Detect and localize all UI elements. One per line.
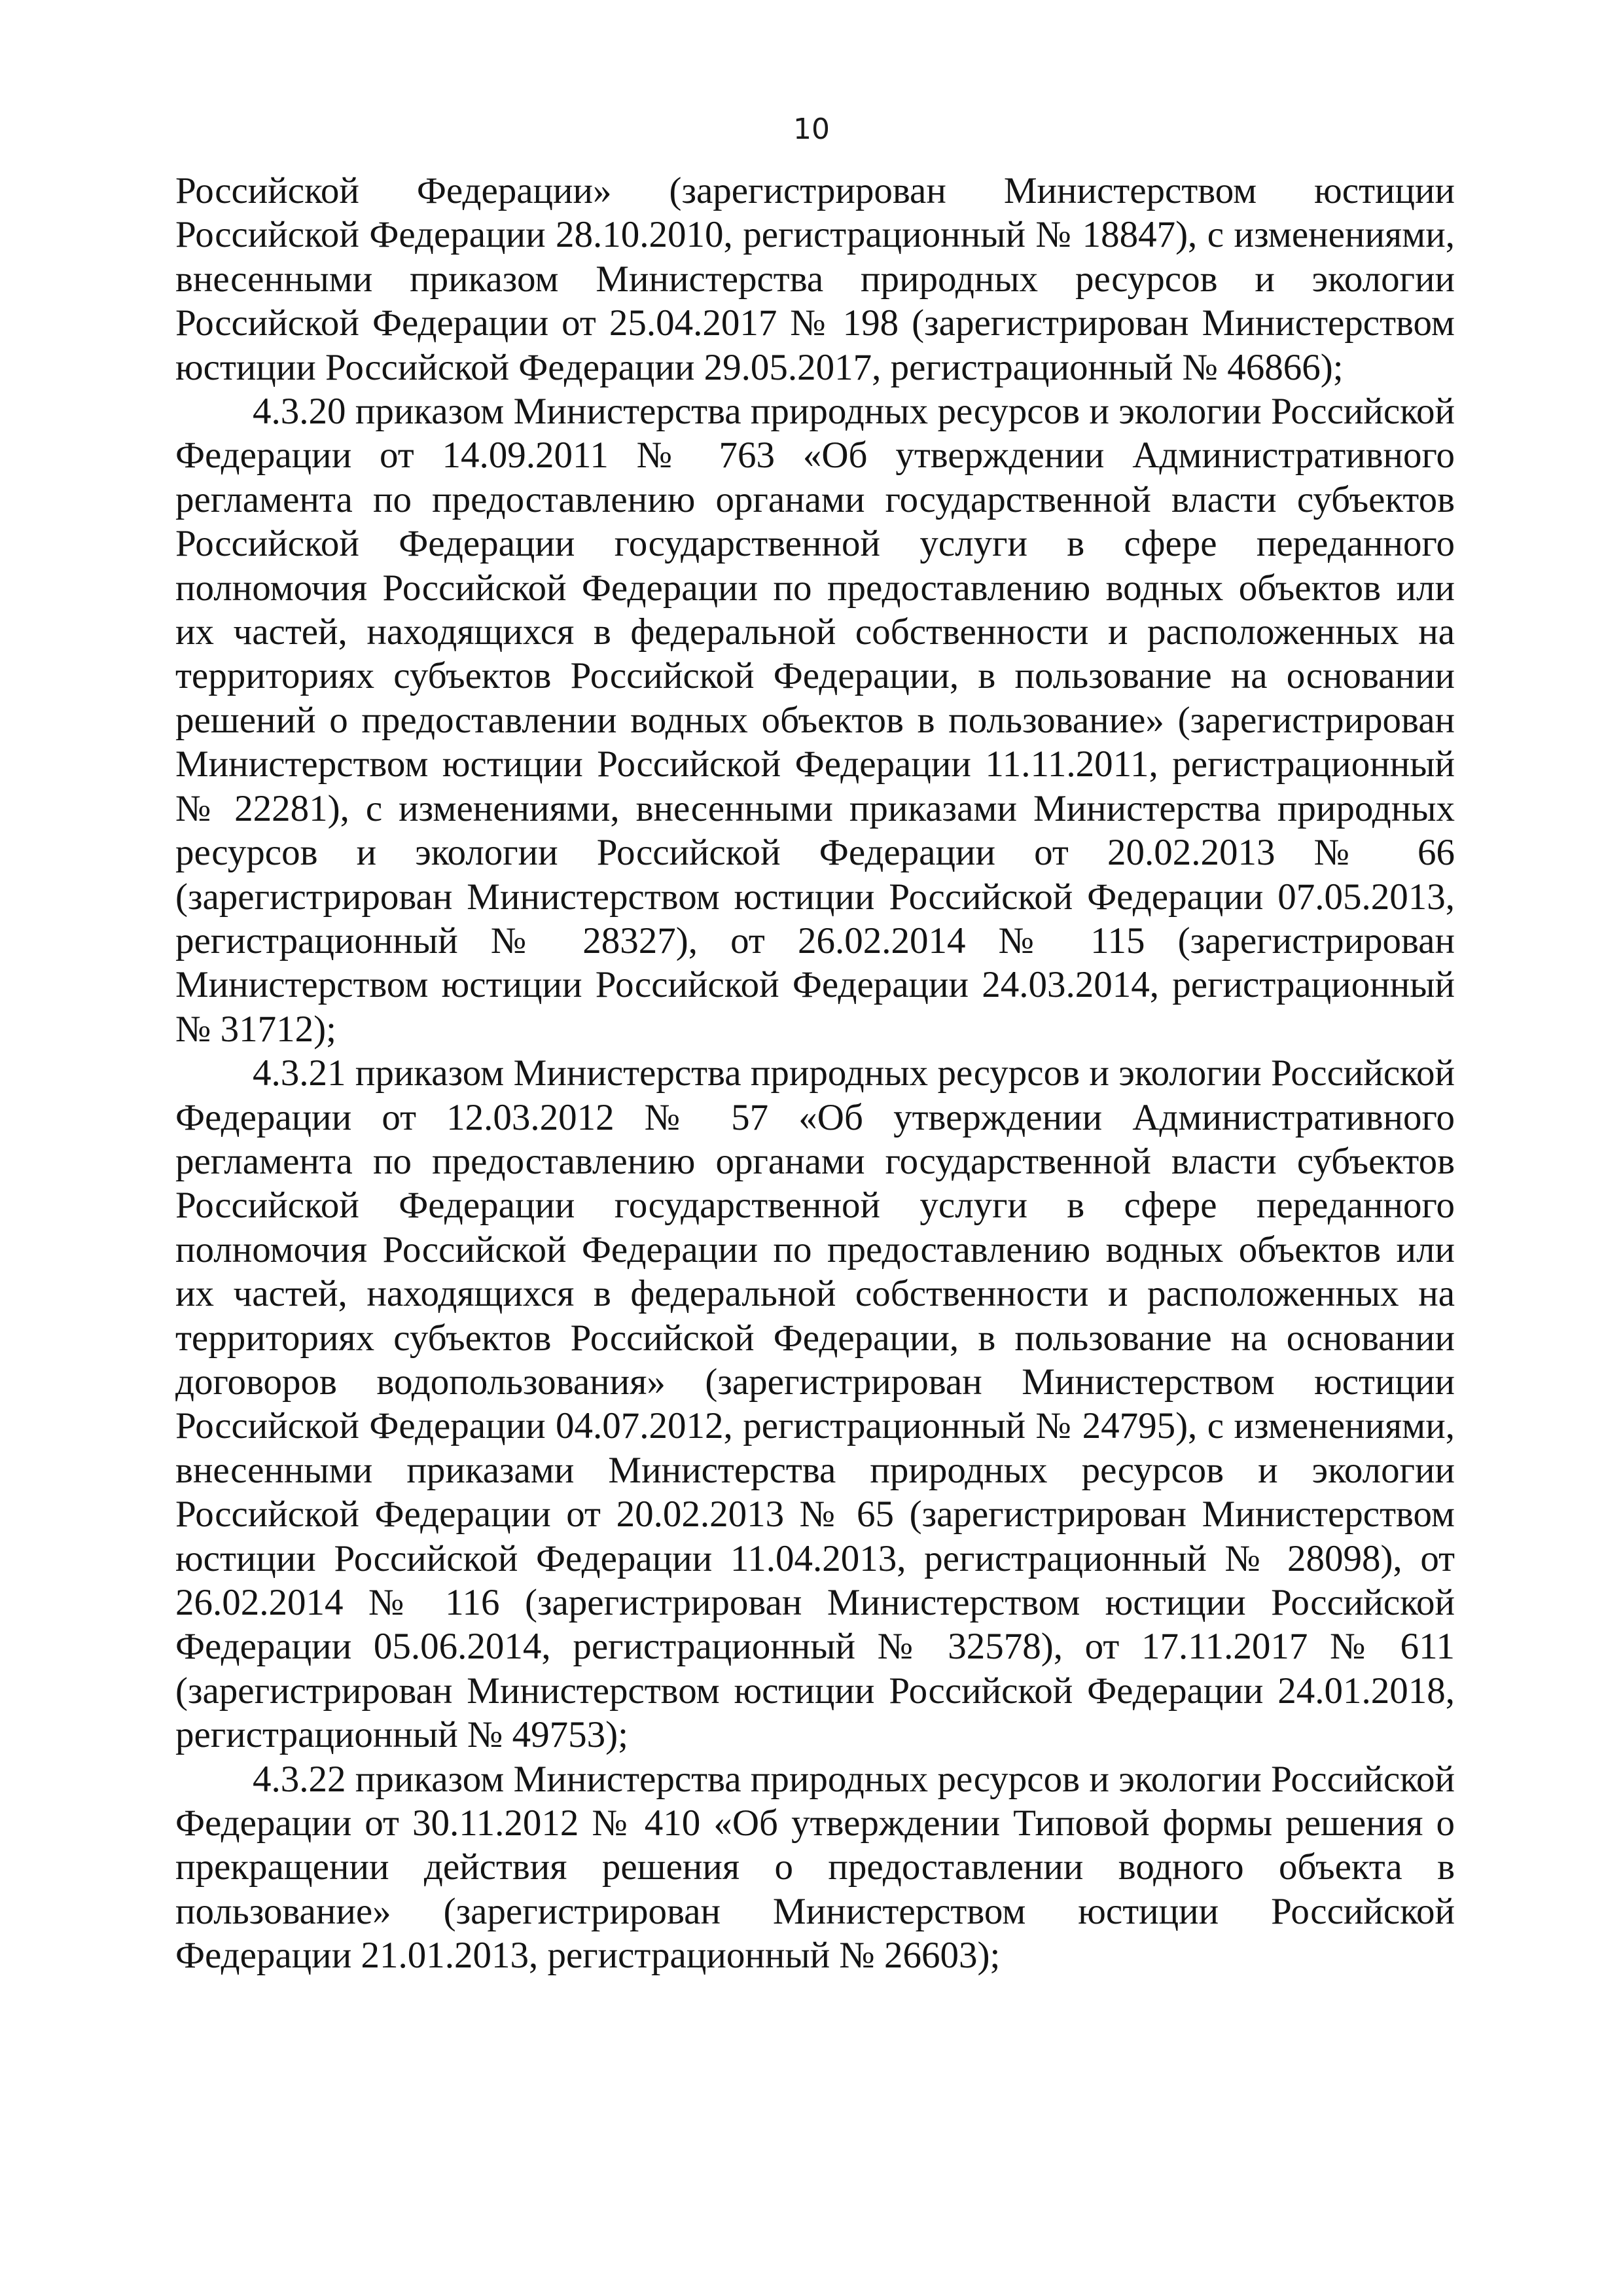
- page-number: 10: [793, 113, 830, 146]
- document-body: [175, 169, 1455, 1978]
- paragraph-item-4-3-20: 4.3.20 приказом Министерства природных ресурсов и экологии Российской Федерации от 14.09.2011 № 763 «Об утверждении Административного регламента по предоставлению органами государственной власти субъектов Российской Федерации государственной услуги в сфере переданного полномочия Российской Федерации по предоставлению водных объектов или их частей, находящихся в федеральной собственности и расположенных на территориях субъектов Российской Федерации, в пользование на основании решений о предоставлении водных объектов в пользование» (зарегистрирован Министерством юстиции Российской Федерации 11.11.2011, регистрационный № 22281), с изменениями, внесенными приказами Министерства природных ресурсов и экологии Российской Федерации от 20.02.2013 № 66 (зарегистрирован Министерством юстиции Российской Федерации 07.05.2013, регистрационный № 28327), от 26.02.2014 № 115 (зарегистрирован Министерством юстиции Российской Федерации 24.03.2014, регистрационный № 31712);: [175, 391, 1455, 1050]
- paragraph-item-4-3-22: 4.3.22 приказом Министерства природных ресурсов и экологии Российской Федерации от 30.11.2012 № 410 «Об утверждении Типовой формы решения о прекращении действия решения о предоставлении водного объекта в пользование» (зарегистрирован Министерством юстиции Российской Федерации 21.01.2013, регистрационный № 26603);: [175, 1758, 1455, 1977]
- paragraph-item-4-3-21: 4.3.21 приказом Министерства природных ресурсов и экологии Российской Федерации от 12.03.2012 № 57 «Об утверждении Административного регламента по предоставлению органами государственной власти субъектов Российской Федерации государственной услуги в сфере переданного полномочия Российской Федерации по предоставлению водных объектов или их частей, находящихся в федеральной собственности и расположенных на территориях субъектов Российской Федерации, в пользование на основании договоров водопользования» (зарегистрирован Министерством юстиции Российской Федерации 04.07.2012, регистрационный № 24795), с изменениями, внесенными приказами Министерства природных ресурсов и экологии Российской Федерации от 20.02.2013 № 65 (зарегистрирован Министерством юстиции Российской Федерации 11.04.2013, регистрационный № 28098), от 26.02.2014 № 116 (зарегистрирован Министерством юстиции Российской Федерации 05.06.2014, регистрационный № 32578), от 17.11.2017 № 611 (зарегистрирован Министерством юстиции Российской Федерации 24.01.2018, регистрационный № 49753);: [175, 1052, 1455, 1756]
- paragraph-continuation: Российской Федерации» (зарегистрирован Министерством юстиции Российской Федерации 28.10.2010, регистрационный № 18847), с изменениями, внесенными приказом Министерства природных ресурсов и экологии Российской Федерации от 25.04.2017 № 198 (зарегистрирован Министерством юстиции Российской Федерации 29.05.2017, регистрационный № 46866);: [175, 170, 1455, 388]
